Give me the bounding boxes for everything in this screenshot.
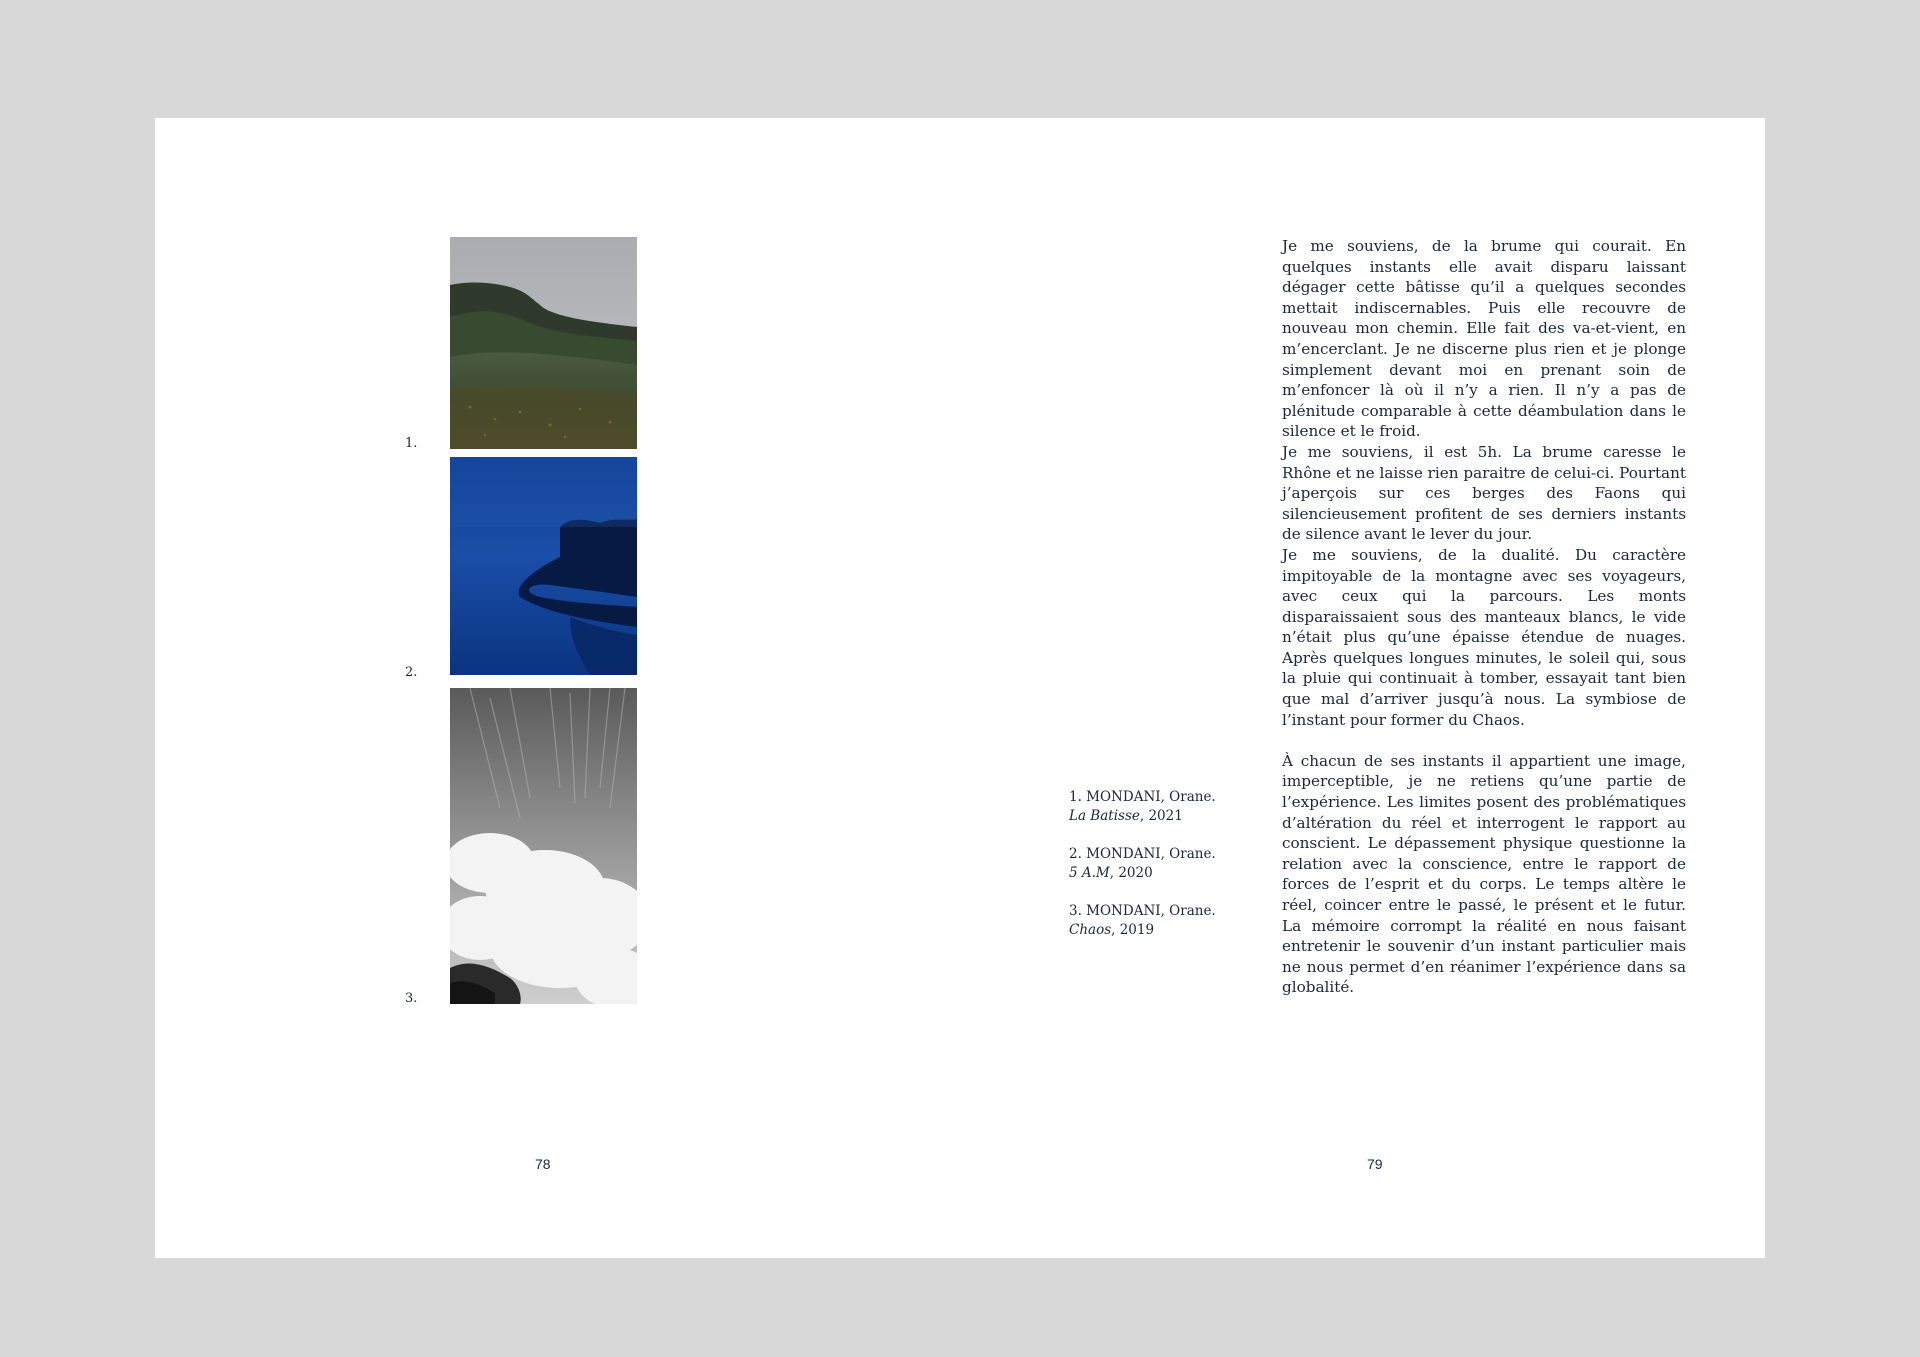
book-spread — [155, 118, 1765, 1258]
figure-number-1: 1. — [405, 436, 418, 451]
caption-3 — [1069, 902, 1259, 940]
photo-foggy-meadow — [450, 237, 637, 449]
photo-blue-dusk-river — [450, 457, 637, 675]
caption-author: 1. MONDANI, Orane. — [1069, 789, 1216, 805]
foggy-meadow-image — [450, 237, 637, 449]
paragraph-4: À chacun de ses instants il appartient une image, imperceptible, je ne retiens qu’une partie de l’expérience. Les limites posent des problématiques d’altération du réel et interrogent le rapport au conscient. Le dépassement physique questionne la relation avec la conscience, entre le rapport de forces de l’esprit et du corps. Le temps altère le réel, coincer entre le passé, le présent et le futur. La mémoire corrompt la réalité en nous faisant entretenir le souvenir d’un instant particulier mais ne nous permet d’en réanimer l’expérience dans sa globalité. — [1282, 751, 1686, 997]
figure-captions — [1069, 788, 1259, 959]
figure-number-2: 2. — [405, 665, 418, 680]
blue-dusk-river-image — [450, 457, 637, 675]
caption-2 — [1069, 845, 1259, 883]
page-number-right: 79 — [1367, 1156, 1383, 1172]
caption-1 — [1069, 788, 1259, 826]
paragraph-2: Je me souviens, il est 5h. La brume caresse le Rhône et ne laisse rien paraitre de celui-ci. Pourtant j’aperçois sur ces berges des Faons qui silencieusement profitent de ses derniers instants de silence avant le lever du jour. — [1282, 442, 1686, 544]
body-text — [1282, 236, 1686, 998]
figure-number-3: 3. — [405, 991, 418, 1006]
page-number-left: 78 — [535, 1156, 551, 1172]
caption-year: , 2020 — [1109, 865, 1153, 881]
caption-work-title: La Batisse — [1069, 808, 1140, 824]
caption-year: , 2019 — [1111, 922, 1155, 938]
caption-work-title: Chaos — [1069, 922, 1112, 938]
photo-monochrome-clouds — [450, 688, 637, 1004]
monochrome-cloud-image — [450, 688, 637, 1004]
caption-author: 2. MONDANI, Orane. — [1069, 846, 1216, 862]
caption-work-title: 5 A.M — [1069, 865, 1110, 881]
paragraph-1: Je me souviens, de la brume qui courait. En quelques instants elle avait disparu laissant dégager cette bâtisse qu’il a quelques secondes mettait indiscernables. Puis elle recouvre de nouveau mon chemin. Elle fait des va-et-vient, en m’encerclant. Je ne discerne plus rien et je plonge simplement devant moi en prenant soin de m’enfoncer là où il n’y a rien. Il n’y a pas de plénitude comparable à cette déambulation dans le silence et le froid. — [1282, 237, 1686, 441]
paragraph-3: Je me souviens, de la dualité. Du caractère impitoyable de la montagne avec ses voyageurs, avec ceux qui la parcours. Les monts disparaissaient sous des manteaux blancs, le vide n’était plus qu’une épaisse étendue de nuages. Après quelques longues minutes, le soleil qui, sous la pluie qui continuait à tomber, essayait tant bien que mal d’arriver jusqu’à nous. La symbiose de l’instant pour former du Chaos. — [1282, 545, 1686, 729]
caption-author: 3. MONDANI, Orane. — [1069, 903, 1216, 919]
caption-year: , 2021 — [1139, 808, 1183, 824]
